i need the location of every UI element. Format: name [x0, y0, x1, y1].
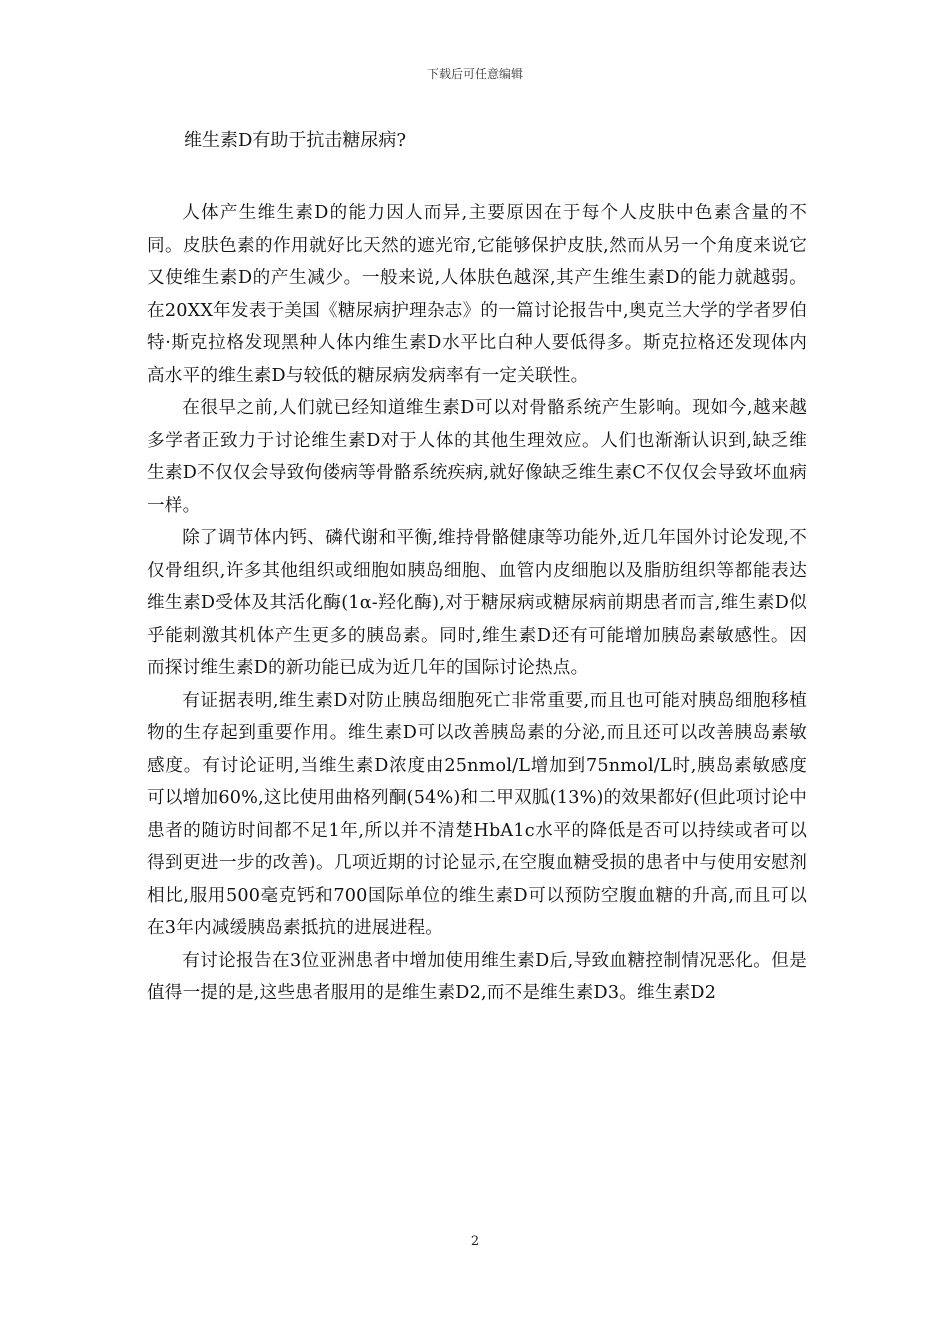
document-title: 维生素D有助于抗击糖尿病? — [184, 130, 407, 151]
document-body — [147, 197, 807, 1010]
paragraph-1: 人体产生维生素D的能力因人而异,主要原因在于每个人皮肤中色素含量的不同。皮肤色素的作用就好比天然的遮光帘,它能够保护皮肤,然而从另一个角度来说它又使维生素D的产生减少。一般来说,人体肤色越深,其产生维生素D的能力就越弱。在20XX年发表于美国《糖尿病护理杂志》的一篇讨论报告中,奥克兰大学的学者罗伯特·斯克拉格发现黑种人体内维生素D水平比白种人要低得多。斯克拉格还发现体内高水平的维生素D与较低的糖尿病发病率有一定关联性。 — [147, 203, 807, 386]
paragraph-4: 有证据表明,维生素D对防止胰岛细胞死亡非常重要,而且也可能对胰岛细胞移植物的生存起到重要作用。维生素D可以改善胰岛素的分泌,而且还可以改善胰岛素敏感度。有讨论证明,当维生素D浓度由25nmol/L增加到75nmol/L时,胰岛素敏感度可以增加60%,这比使用曲格列酮(54%)和二甲双胍(13%)的效果都好(但此项讨论中患者的随访时间都不足1年,所以并不清楚HbA1c水平的降低是否可以持续或者可以得到更进一步的改善)。几项近期的讨论显示,在空腹血糖受损的患者中与使用安慰剂相比,服用500毫克钙和700国际单位的维生素D可以预防空腹血糖的升高,而且可以在3年内减缓胰岛素抵抗的进展进程。 — [147, 690, 807, 938]
paragraph-3: 除了调节体内钙、磷代谢和平衡,维持骨骼健康等功能外,近几年国外讨论发现,不仅骨组织,许多其他组织或细胞如胰岛细胞、血管内皮细胞以及脂肪组织等都能表达维生素D受体及其活化酶(1α-羟化酶),对于糖尿病或糖尿病前期患者而言,维生素D似乎能刺激其机体产生更多的胰岛素。同时,维生素D还有可能增加胰岛素敏感性。因而探讨维生素D的新功能已成为近几年的国际讨论热点。 — [147, 528, 807, 678]
paragraph-2: 在很早之前,人们就已经知道维生素D可以对骨骼系统产生影响。现如今,越来越多学者正致力于讨论维生素D对于人体的其他生理效应。人们也渐渐认识到,缺乏维生素D不仅仅会导致佝偻病等骨骼系统疾病,就好像缺乏维生素C不仅仅会导致坏血病一样。 — [147, 398, 807, 516]
page-header-note: 下载后可任意编辑 — [426, 67, 523, 81]
page-number: 2 — [470, 1234, 480, 1249]
paragraph-5: 有讨论报告在3位亚洲患者中增加使用维生素D后,导致血糖控制情况恶化。但是值得一提的是,这些患者服用的是维生素D2,而不是维生素D3。维生素D2 — [147, 950, 807, 1003]
